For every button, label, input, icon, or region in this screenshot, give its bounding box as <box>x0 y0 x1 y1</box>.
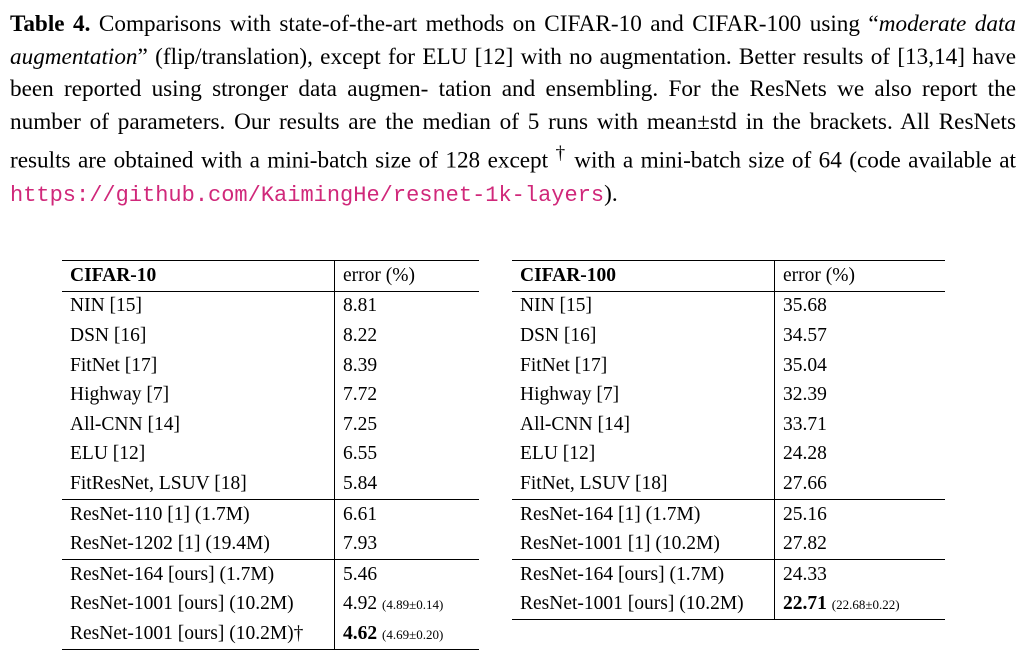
method-cell: ELU [12] <box>520 443 596 465</box>
error-std: (4.89±0.14) <box>382 597 444 613</box>
error-std: (22.68±0.22) <box>831 597 900 613</box>
table-row <box>62 291 479 321</box>
method-cell: ResNet-1001 [1] (10.2M) <box>520 533 720 555</box>
error-cell <box>335 559 480 589</box>
error-value: 6.61 <box>343 503 378 525</box>
error-value: 7.25 <box>343 413 378 435</box>
error-value: 5.84 <box>343 472 378 494</box>
error-cell <box>335 469 480 499</box>
error-value: 35.68 <box>783 295 827 317</box>
error-cell <box>775 380 946 410</box>
table-row <box>62 321 479 351</box>
table-row <box>512 351 945 381</box>
error-cell <box>775 499 946 529</box>
header-row <box>62 261 479 292</box>
method-cell: All-CNN [14] <box>520 413 630 435</box>
caption-dagger: † <box>555 143 567 165</box>
error-cell <box>775 321 946 351</box>
method-cell: All-CNN [14] <box>70 413 180 435</box>
error-cell <box>335 291 480 321</box>
table-row <box>512 499 945 529</box>
method-cell: ResNet-1001 [ours] (10.2M) <box>520 593 744 615</box>
error-value: 27.66 <box>783 472 827 494</box>
error-cell <box>775 529 946 559</box>
table-row <box>62 559 479 589</box>
method-cell: FitNet, LSUV [18] <box>520 472 668 494</box>
error-cell <box>335 380 480 410</box>
error-cell <box>335 529 480 559</box>
error-value: 32.39 <box>783 384 827 406</box>
table-row <box>62 590 479 620</box>
error-value: 4.92 <box>343 593 378 615</box>
error-cell <box>775 410 946 440</box>
cifar100-table <box>512 260 945 620</box>
error-cell <box>775 291 946 321</box>
table-row <box>512 291 945 321</box>
method-cell: ResNet-1001 [ours] (10.2M) <box>70 593 294 615</box>
caption-text-1: Comparisons with state-of-the-art methods on CIFAR-10 and CIFAR-100 using “ <box>90 11 879 37</box>
method-cell: ResNet-1202 [1] (19.4M) <box>70 533 270 555</box>
error-value: 33.71 <box>783 413 827 435</box>
error-cell <box>775 351 946 381</box>
table-row <box>62 469 479 499</box>
method-cell: Highway [7] <box>520 384 620 406</box>
error-value: 8.39 <box>343 354 378 376</box>
error-cell <box>335 321 480 351</box>
method-cell: DSN [16] <box>520 324 597 346</box>
error-cell <box>335 590 480 620</box>
table-row <box>62 351 479 381</box>
table-row <box>512 321 945 351</box>
error-value: 24.33 <box>783 563 827 585</box>
error-std: (4.69±0.20) <box>382 626 444 642</box>
dataset-header: CIFAR-10 <box>70 264 157 286</box>
table-row <box>62 529 479 559</box>
error-value: 5.46 <box>343 563 378 585</box>
error-cell <box>775 559 946 589</box>
error-value: 8.22 <box>343 324 378 346</box>
caption-text-3: with a mini-batch size of 64 (code available at <box>566 148 1016 175</box>
error-cell <box>335 351 480 381</box>
caption-label: Table 4. <box>10 11 91 37</box>
table-row <box>62 410 479 440</box>
error-cell <box>335 619 480 649</box>
dataset-header: CIFAR-100 <box>520 264 617 286</box>
error-header: error (%) <box>775 261 946 292</box>
error-value: 7.72 <box>343 384 378 406</box>
error-value: 27.82 <box>783 533 827 555</box>
method-cell: ELU [12] <box>70 443 146 465</box>
error-value: 24.28 <box>783 443 827 465</box>
table-caption <box>10 8 1016 212</box>
table-row <box>62 440 479 470</box>
caption-italic: moderate data augmentation <box>10 11 1016 70</box>
error-cell <box>335 410 480 440</box>
method-cell: ResNet-164 [ours] (1.7M) <box>70 563 275 585</box>
error-cell <box>775 469 946 499</box>
code-url-link[interactable]: https://github.com/KaimingHe/resnet-1k-layers <box>10 182 605 208</box>
method-cell: NIN [15] <box>70 295 143 317</box>
table-row <box>62 380 479 410</box>
error-cell <box>775 440 946 470</box>
method-cell: ResNet-110 [1] (1.7M) <box>70 503 250 525</box>
table-row <box>512 529 945 559</box>
error-value: 25.16 <box>783 503 827 525</box>
error-value: 22.71 <box>783 593 827 615</box>
error-cell <box>335 499 480 529</box>
error-value: 6.55 <box>343 443 378 465</box>
method-cell: DSN [16] <box>70 324 147 346</box>
error-value: 8.81 <box>343 295 378 317</box>
method-cell: ResNet-164 [1] (1.7M) <box>520 503 701 525</box>
table-row <box>62 499 479 529</box>
caption-text-4: ). <box>604 180 618 207</box>
method-cell: FitResNet, LSUV [18] <box>70 472 247 494</box>
method-cell: FitNet [17] <box>520 354 608 376</box>
error-value: 4.62 <box>343 622 378 644</box>
header-row <box>512 261 945 292</box>
method-cell: ResNet-1001 [ours] (10.2M)† <box>70 622 304 644</box>
error-cell <box>335 440 480 470</box>
method-cell: FitNet [17] <box>70 354 158 376</box>
cifar10-table <box>62 260 479 650</box>
table-row <box>512 559 945 589</box>
method-cell: Highway [7] <box>70 384 170 406</box>
error-cell <box>775 590 946 620</box>
table-row <box>512 469 945 499</box>
error-value: 7.93 <box>343 533 378 555</box>
table-row <box>62 619 479 649</box>
error-value: 35.04 <box>783 354 827 376</box>
method-cell: NIN [15] <box>520 295 593 317</box>
table-row <box>512 440 945 470</box>
table-row <box>512 590 945 620</box>
error-value: 34.57 <box>783 324 827 346</box>
method-cell: ResNet-164 [ours] (1.7M) <box>520 563 725 585</box>
error-header: error (%) <box>335 261 480 292</box>
table-row <box>512 380 945 410</box>
table-row <box>512 410 945 440</box>
caption-text-2: ” (flip/translation), except for ELU [12] with no augmentation. Better results of [13,14] have been reported using stronger data augmen- tation and ensembling. For the ResNets we also report the number of parameters. Our results are the median of 5 runs with mean±std in the brackets. All ResNets results are obtained with a mini-batch size of 128 except <box>10 43 1016 175</box>
